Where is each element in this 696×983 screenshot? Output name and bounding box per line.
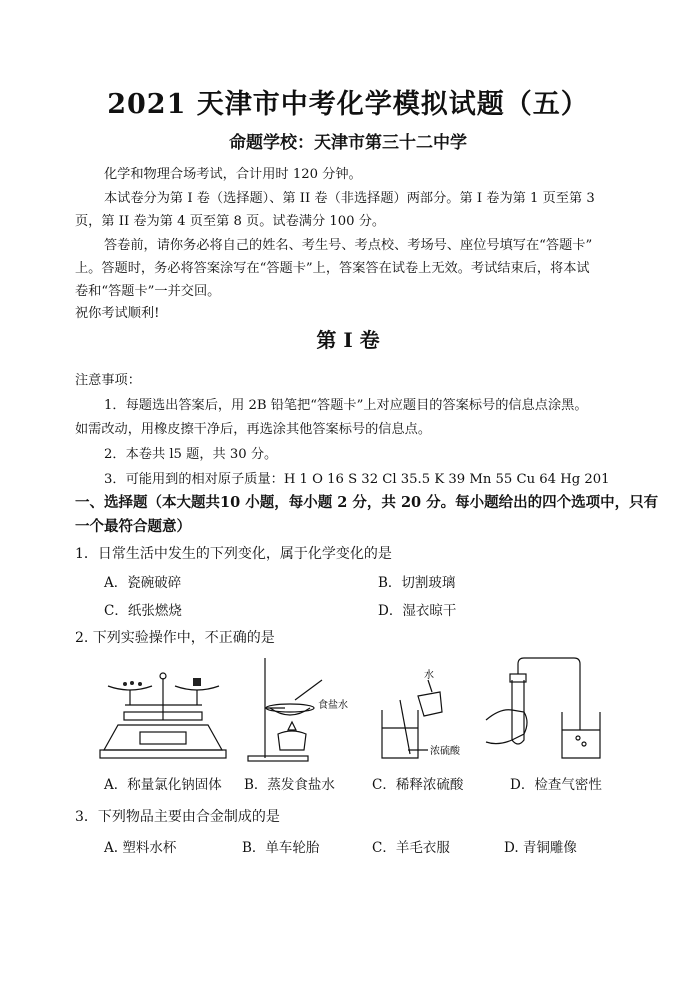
intro-line-7: 祝你考试顺利! [75,306,160,321]
part-heading-a: 一、选择题（本大题共10 小题，每小题 2 分，共 20 分。每小题给出的四个选项中，只有 [75,494,659,511]
q3-option-a: A. 塑料水杯 [104,840,177,856]
intro-line-5: 上。答题时，务必将答案涂写在“答题卡”上，答案答在试卷上无效。考试结束后，将本试 [75,261,590,276]
q3-option-d: D. 青铜雕像 [504,840,577,856]
q3-option-c: C．羊毛衣服 [372,840,450,856]
q1-option-c: C．纸张燃烧 [104,603,182,619]
q2-option-d: D．检查气密性 [510,777,602,793]
page-subtitle: 命题学校：天津市第三十二中学 [229,133,467,153]
airtightness-illustration [486,658,600,758]
notice-1b: 如需改动，用橡皮擦干净后，再选涂其他答案标号的信息点。 [75,422,432,437]
dilution-illustration [382,668,461,758]
question-1-stem: 1．日常生活中发生的下列变化，属于化学变化的是 [75,546,392,562]
balance-illustration [100,673,226,758]
label-salt-water: 食盐水 [318,700,348,711]
notice-3: 3．可能用到的相对原子质量：H 1 O 16 S 32 Cl 35.5 K 39 Mn 55 Cu 64 Hg 201 [104,472,610,487]
q2-option-c: C．稀释浓硫酸 [372,777,464,793]
q1-option-a: A．瓷碗破碎 [104,575,182,591]
notice-heading: 注意事项： [75,373,141,388]
evaporation-illustration [248,658,348,761]
question-2-stem: 2. 下列实验操作中，不正确的是 [75,630,275,646]
q1-option-b: B．切割玻璃 [378,575,456,591]
q1-option-d: D．湿衣晾干 [378,603,457,619]
label-water: 水 [424,670,434,681]
lab-figures [0,650,696,770]
q2-option-b: B．蒸发食盐水 [244,777,335,793]
intro-line-3: 页，第 II 卷为第 4 页至第 8 页。试卷满分 100 分。 [75,214,386,229]
part-heading-b: 一个最符合题意） [75,518,191,535]
q2-option-a: A．称量氯化钠固体 [104,777,222,793]
q3-option-b: B．单车轮胎 [242,840,320,856]
notice-1a: 1．每题选出答案后，用 2B 铅笔把“答题卡”上对应题目的答案标号的信息点涂黑。 [104,398,588,413]
section-title: 第 I 卷 [316,328,380,352]
intro-line-2: 本试卷分为第 I 卷（选择题）、第 II 卷（非选择题）两部分。第 I 卷为第 1 页至第 3 [104,191,595,206]
notice-2: 2．本卷共 l5 题，共 30 分。 [104,447,278,462]
question-3-stem: 3．下列物品主要由合金制成的是 [75,809,280,825]
intro-line-6: 卷和“答题卡”一并交回。 [75,284,221,299]
intro-line-1: 化学和物理合场考试，合计用时 120 分钟。 [104,167,362,182]
page-title: 2021 天津市中考化学模拟试题（五） [107,89,589,120]
label-acid: 浓硫酸 [430,746,460,757]
intro-line-4: 答卷前，请你务必将自己的姓名、考生号、考点校、考场号、座位号填写在“答题卡” [104,238,593,253]
